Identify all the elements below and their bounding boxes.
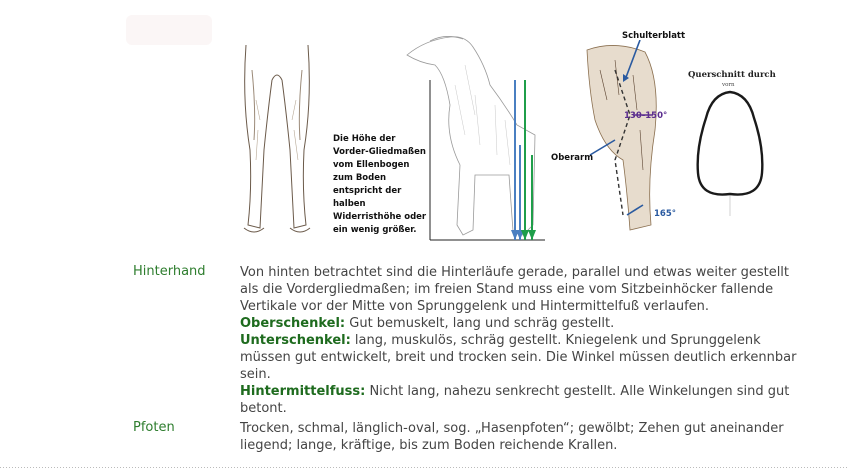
hind-legs-drawing <box>232 40 322 240</box>
shoulder-label: Schulterblatt <box>622 31 686 41</box>
section-hinterhand <box>0 262 849 416</box>
forelegs-note: Die Höhe der Vorder-Gliedmaßen vom Ellenbogen zum Boden entspricht der halben Widerristhöhe oder ein wenig größer. <box>333 134 427 235</box>
angle-label-elbow: 165° <box>654 209 676 219</box>
blank-tab <box>126 15 212 45</box>
section-pfoten <box>0 418 849 454</box>
upper-arm-label: Oberarm <box>551 153 594 163</box>
subterm-unterschenkel: Unterschenkel: <box>240 333 351 348</box>
subterm-oberschenkel: Oberschenkel: <box>240 316 346 331</box>
pfoten-description: Trocken, schmal, länglich-oval, sog. „Hasenpfoten“; gewölbt; Zehen gut aneinander liegend; lange, kräftige, bis zum Boden reichende Krallen. <box>240 421 784 453</box>
hinterhand-intro: Von hinten betrachtet sind die Hinterläufe gerade, parallel und etwas weiter gestellt als die Vordergliedmaßen; im freien Stand muss eine vom Sitzbeinhöcker fallende Vertikale vor der Mitte von Sprunggelenk und Hintermittelfuß verlaufen. <box>240 265 790 314</box>
oberschenkel-text: Gut bemuskelt, lang und schräg gestellt. <box>345 316 615 331</box>
hinterhand-description <box>240 264 800 417</box>
cross-section-subtitle: vorn <box>722 82 735 88</box>
cross-section-drawing <box>690 88 770 218</box>
cross-section-title: Querschnitt durch <box>688 70 776 80</box>
term-pfoten: Pfoten <box>133 420 175 435</box>
hintermittelfuss-text: Nicht lang, nahezu senkrecht gestellt. Alle Winkelungen sind gut betont. <box>240 384 790 416</box>
subterm-hintermittelfuss: Hintermittelfuss: <box>240 384 366 399</box>
angle-label-shoulder: 130-150° <box>624 111 668 121</box>
unterschenkel-text: lang, muskulös, schräg gestellt. Kniegelenk und Sprunggelenk müssen gut entwickelt, breit und trocken sein. Die Winkel müssen deutlich erkennbar sein. <box>240 333 797 382</box>
term-hinterhand: Hinterhand <box>133 264 206 279</box>
